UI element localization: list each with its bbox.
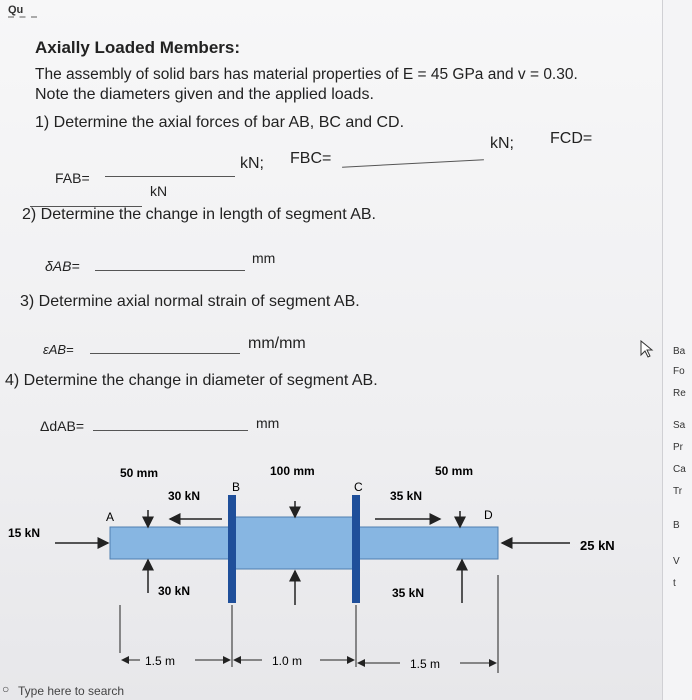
load-left-label: 15 kN (8, 526, 41, 540)
load-c-top-label: 35 kN (390, 489, 423, 503)
segment-ab (110, 527, 230, 559)
diameter-change-answer-blank[interactable] (93, 430, 248, 431)
delta-ab-unit: mm (252, 250, 276, 266)
fbc-label: FBC= (290, 150, 332, 167)
length-cd-label: 1.5 m (410, 657, 441, 671)
strain-ab-answer-blank[interactable] (90, 353, 240, 354)
menu-item-b[interactable]: B (673, 520, 680, 531)
menu-item-translate[interactable]: Tr (673, 486, 683, 497)
kn-unit-1: kN; (240, 155, 264, 172)
menu-item-reload[interactable]: Re (673, 388, 686, 399)
taskbar-search[interactable] (0, 682, 200, 700)
point-a-label: A (106, 510, 115, 524)
point-c-label: C (354, 480, 363, 494)
menu-item-print[interactable]: Pr (673, 442, 683, 453)
search-icon: ○ (2, 682, 10, 696)
menu-item-view[interactable]: V (673, 556, 680, 567)
load-b-bottom-label: 30 kN (158, 584, 191, 598)
segment-bc (234, 517, 354, 569)
fcd-label: FCD= (550, 130, 593, 147)
point-b-label: B (232, 480, 241, 494)
length-ab-label: 1.5 m (145, 654, 176, 668)
intro-line-1: The assembly of solid bars has material properties of E = 45 GPa and v = 0.30. (35, 66, 578, 83)
plate-c (352, 495, 360, 603)
fab-label: FAB= (55, 170, 90, 186)
question-tag: Qu (8, 4, 37, 18)
strain-ab-label: εAB= (43, 342, 74, 357)
length-bc-label: 1.0 m (272, 654, 303, 668)
question-4: 4) Determine the change in diameter of segment AB. (5, 372, 378, 389)
delta-ab-label: δAB= (45, 258, 80, 274)
load-b-top-label: 30 kN (168, 489, 201, 503)
menu-item-save[interactable]: Sa (673, 420, 686, 431)
menu-item-forward[interactable]: Fo (673, 366, 685, 377)
fab-answer-blank[interactable] (105, 176, 235, 177)
menu-item-back[interactable]: Ba (673, 346, 686, 357)
delta-ab-answer-blank[interactable] (95, 270, 245, 271)
bar-assembly-figure (0, 455, 662, 685)
diameter-change-unit: mm (256, 415, 280, 431)
question-3: 3) Determine axial normal strain of segment AB. (20, 293, 360, 310)
menu-item-cast[interactable]: Ca (673, 464, 686, 475)
intro-line-2: Note the diameters given and the applied loads. (35, 86, 374, 103)
diameter-bc-label: 100 mm (270, 464, 315, 478)
menu-item-t[interactable]: t (673, 578, 676, 589)
fbc-answer-blank[interactable] (342, 159, 484, 167)
load-right-label: 25 kN (580, 538, 615, 553)
load-c-bottom-label: 35 kN (392, 586, 425, 600)
diameter-cd-label: 50 mm (435, 464, 474, 478)
diameter-change-label: ΔdAB= (40, 418, 84, 434)
point-d-label: D (484, 508, 493, 522)
search-input-placeholder: Type here to search (18, 684, 125, 698)
question-1: 1) Determine the axial forces of bar AB, BC and CD. (35, 114, 405, 131)
diameter-ab-label: 50 mm (120, 466, 159, 480)
segment-cd (358, 527, 498, 559)
page-title: Axially Loaded Members: (35, 38, 241, 57)
kn-unit-3: kN (150, 183, 168, 199)
question-2: 2) Determine the change in length of segment AB. (22, 206, 376, 223)
context-menu-panel (662, 0, 692, 700)
strain-ab-unit: mm/mm (248, 335, 306, 352)
plate-b (228, 495, 236, 603)
kn-unit-2: kN; (490, 135, 514, 152)
mouse-cursor-icon (640, 340, 654, 358)
